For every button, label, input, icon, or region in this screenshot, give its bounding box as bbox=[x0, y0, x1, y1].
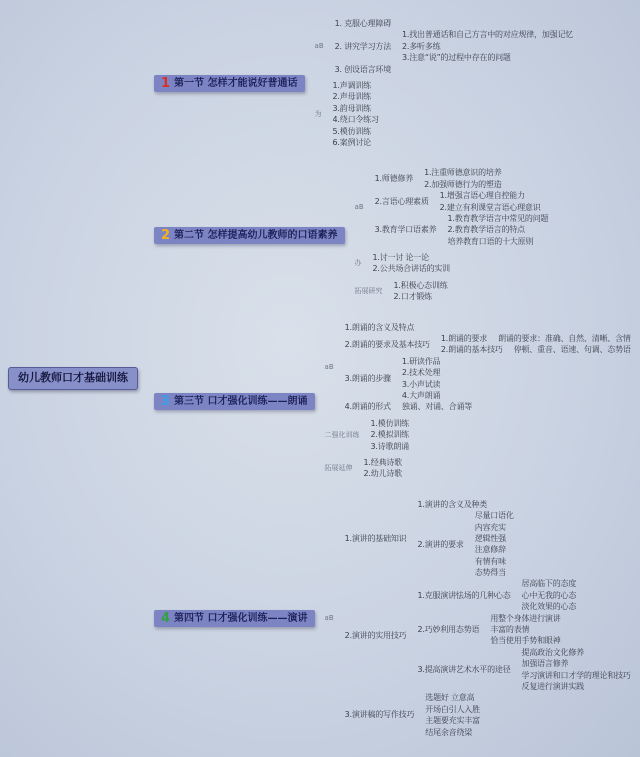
topic-node[interactable] bbox=[401, 402, 473, 412]
mindmap-branch bbox=[334, 30, 574, 63]
node-text: 1.演讲的基础知识 bbox=[344, 533, 407, 543]
topic-node[interactable] bbox=[416, 625, 480, 635]
mindmap-branch bbox=[332, 81, 380, 91]
mindmap-branch bbox=[401, 30, 574, 40]
node-text: 1.师德修养 bbox=[374, 174, 414, 184]
children-group bbox=[423, 168, 502, 190]
node-text: 1.注重师德意识的培养 bbox=[424, 168, 502, 178]
node-text: 1.研读作品 bbox=[401, 356, 441, 366]
children-group bbox=[314, 19, 575, 148]
topic-node[interactable] bbox=[474, 534, 507, 544]
topic-node[interactable] bbox=[332, 81, 372, 91]
mindmap-branch bbox=[344, 334, 632, 356]
children-group bbox=[334, 19, 574, 75]
node-text: aB bbox=[354, 203, 364, 212]
mindmap-branch bbox=[344, 402, 632, 412]
node-text: 6.案例讨论 bbox=[332, 137, 371, 147]
node-text: 1.克服演讲怯场的几种心态 bbox=[417, 590, 511, 600]
section-node[interactable] bbox=[154, 75, 305, 92]
topic-node[interactable] bbox=[334, 42, 392, 52]
topic-node[interactable] bbox=[344, 710, 416, 720]
node-text: 内容充实 bbox=[474, 522, 506, 532]
topic-node[interactable] bbox=[401, 391, 441, 401]
node-text: 提高政治文化修养 bbox=[521, 647, 584, 657]
node-text: 2. 讲究学习方法 bbox=[334, 41, 392, 51]
mindmap-branch bbox=[474, 568, 515, 578]
node-text: 1.讨一讨 论一论 bbox=[372, 253, 429, 263]
node-text: 朗诵的要求：准确、自然、清晰、含情 bbox=[498, 334, 631, 344]
mindmap-branch bbox=[474, 557, 515, 567]
topic-node[interactable] bbox=[401, 357, 441, 367]
topic-node[interactable] bbox=[521, 602, 578, 612]
node-text: aB bbox=[314, 42, 324, 51]
node-text: 选题好 立意高 bbox=[425, 693, 475, 703]
branch-label bbox=[324, 363, 335, 372]
topic-node[interactable] bbox=[424, 716, 481, 726]
topic-node[interactable] bbox=[521, 591, 578, 601]
node-text: 第二节 怎样提高幼儿教师的口语素养 bbox=[174, 230, 338, 241]
mindmap-branch bbox=[489, 614, 561, 624]
mindmap-branch bbox=[154, 323, 632, 480]
node-text: 3.韵母训练 bbox=[332, 103, 371, 113]
mindmap-branch bbox=[521, 579, 578, 589]
mindmap-branch bbox=[154, 168, 632, 302]
topic-node[interactable] bbox=[363, 458, 403, 468]
mindmap-branch bbox=[344, 357, 632, 402]
topic-node[interactable] bbox=[393, 292, 433, 302]
node-text: 2.言语心理素质 bbox=[374, 196, 429, 206]
mindmap-branch bbox=[439, 203, 542, 213]
mindmap-branch bbox=[521, 591, 578, 601]
node-text: 3.提高演讲艺术水平的途径 bbox=[417, 664, 511, 674]
node-text: 2.建立有利课堂言语心理意识 bbox=[439, 202, 541, 212]
mindmap-branch bbox=[513, 345, 632, 355]
node-text: 结尾余音绕梁 bbox=[425, 727, 473, 737]
mindmap-branch bbox=[401, 368, 441, 378]
mindmap-branch bbox=[374, 214, 550, 247]
node-text: 1.增强言语心理自控能力 bbox=[439, 191, 525, 201]
children-group bbox=[416, 500, 514, 579]
mindmap-branch bbox=[332, 138, 380, 148]
children-group bbox=[332, 81, 380, 148]
section-node[interactable] bbox=[154, 227, 345, 244]
mindmap-branch bbox=[416, 500, 514, 510]
branch-label bbox=[354, 287, 384, 296]
topic-node[interactable] bbox=[416, 500, 488, 510]
children-group bbox=[416, 579, 631, 692]
section-node[interactable] bbox=[154, 610, 315, 627]
section-number-badge: 4 bbox=[161, 611, 171, 627]
mindmap-branch bbox=[424, 716, 481, 726]
children-group bbox=[154, 19, 632, 738]
mindmap-branch bbox=[521, 682, 632, 692]
topic-node[interactable] bbox=[424, 728, 473, 738]
node-text: 逻辑性强 bbox=[474, 533, 506, 543]
children-group bbox=[474, 511, 515, 578]
children-group bbox=[521, 648, 632, 693]
node-text: 反复进行演讲实践 bbox=[521, 681, 584, 691]
topic-node[interactable] bbox=[521, 648, 585, 658]
mindmap-branch bbox=[521, 602, 578, 612]
mindmap-branch bbox=[354, 281, 550, 303]
node-text: 3.诗歌朗诵 bbox=[370, 441, 409, 451]
mindmap-branch bbox=[363, 469, 403, 479]
mindmap-branch bbox=[521, 659, 632, 669]
topic-node[interactable] bbox=[474, 557, 507, 567]
topic-node[interactable] bbox=[423, 180, 502, 190]
node-text: 淡化效果的心态 bbox=[521, 602, 577, 612]
topic-node[interactable] bbox=[521, 659, 570, 669]
mindmap-branch bbox=[332, 127, 380, 137]
node-text: 3.小声试读 bbox=[401, 379, 441, 389]
node-text: 1.找出普通话和自己方言中的对应规律，加强记忆 bbox=[402, 30, 574, 40]
topic-node[interactable] bbox=[474, 523, 507, 533]
section-number-badge: 2 bbox=[161, 228, 171, 243]
topic-node[interactable] bbox=[370, 430, 410, 440]
topic-node[interactable] bbox=[513, 345, 632, 355]
children-group bbox=[372, 253, 451, 275]
node-text: 恰当使用手势和眼神 bbox=[490, 636, 561, 646]
children-group bbox=[344, 500, 632, 738]
mindmap-branch bbox=[474, 545, 515, 555]
mindmap-branch bbox=[154, 19, 632, 148]
mindmap-branch bbox=[334, 65, 574, 75]
node-text: 2.公共场合讲话的实训 bbox=[372, 264, 450, 274]
children-group bbox=[370, 419, 410, 452]
mindmap-branch bbox=[370, 442, 410, 452]
node-text: 加强语言修养 bbox=[521, 659, 569, 669]
node-text: 办 bbox=[354, 259, 362, 268]
mindmap-branch bbox=[474, 523, 515, 533]
mindmap-branch bbox=[363, 458, 403, 468]
node-text: 3.朗诵的步骤 bbox=[344, 373, 391, 383]
children-group bbox=[324, 500, 632, 738]
mindmap-branch bbox=[324, 419, 632, 452]
topic-node[interactable] bbox=[401, 380, 441, 390]
mindmap-branch bbox=[314, 19, 575, 75]
node-text: 2.多听多练 bbox=[402, 41, 441, 51]
node-text: 丰富的表情 bbox=[490, 625, 530, 635]
mindmap-branch bbox=[416, 579, 631, 612]
mindmap-branch bbox=[374, 191, 550, 213]
mindmap-branch bbox=[372, 264, 451, 274]
node-text: 2.技术处理 bbox=[401, 368, 441, 378]
mindmap-branch bbox=[354, 253, 550, 275]
mindmap-branch bbox=[497, 334, 632, 344]
topic-node[interactable] bbox=[446, 225, 525, 235]
node-text: 3. 创设语言环境 bbox=[334, 64, 392, 74]
mindmap-branch bbox=[424, 693, 481, 703]
node-text: 2.演讲的要求 bbox=[417, 539, 464, 549]
topic-node[interactable] bbox=[344, 402, 392, 412]
children-group bbox=[497, 334, 632, 344]
topic-node[interactable] bbox=[370, 419, 410, 429]
mindmap-branch bbox=[474, 534, 515, 544]
node-text: 注意修辞 bbox=[474, 545, 506, 555]
topic-node[interactable] bbox=[374, 225, 438, 235]
topic-node[interactable] bbox=[334, 65, 392, 75]
mindmap-branch bbox=[440, 334, 632, 344]
topic-node[interactable] bbox=[439, 191, 526, 201]
topic-node[interactable] bbox=[344, 374, 392, 384]
node-text: 尽量口语化 bbox=[474, 511, 514, 521]
children-group bbox=[324, 323, 632, 480]
node-text: 5.模仿训练 bbox=[332, 126, 371, 136]
mindmap-branch bbox=[401, 402, 473, 412]
children-group bbox=[393, 281, 449, 303]
node-text: 2.口才锻炼 bbox=[393, 292, 432, 302]
branch-label bbox=[354, 203, 365, 212]
topic-node[interactable] bbox=[374, 197, 430, 207]
children-group bbox=[521, 579, 578, 612]
topic-node[interactable] bbox=[374, 174, 414, 184]
mindmap-branch bbox=[332, 104, 380, 114]
mindmap-branch bbox=[446, 214, 549, 224]
topic-node[interactable] bbox=[344, 534, 408, 544]
mindmap-branch bbox=[324, 323, 632, 413]
children-group bbox=[401, 357, 441, 402]
node-text: 居高临下的态度 bbox=[521, 579, 577, 589]
node-text: 幼儿教师口才基础训练 bbox=[18, 371, 128, 385]
node-text: 1.朗诵的要求 bbox=[440, 334, 488, 344]
children-group bbox=[363, 458, 403, 480]
mindmap-branch bbox=[334, 19, 574, 29]
topic-node[interactable] bbox=[344, 323, 416, 333]
node-text: 态势得当 bbox=[474, 568, 506, 578]
topic-node[interactable] bbox=[334, 19, 392, 29]
node-text: 心中无我的心态 bbox=[521, 590, 577, 600]
node-text: 4.朗诵的形式 bbox=[344, 402, 391, 412]
node-text: 1. 克服心理障碍 bbox=[334, 19, 392, 29]
section-node[interactable] bbox=[154, 393, 315, 410]
topic-node[interactable] bbox=[489, 614, 561, 624]
topic-node[interactable] bbox=[344, 631, 408, 641]
children-group bbox=[513, 345, 632, 355]
mindmap-branch bbox=[401, 391, 441, 401]
node-text: 2.声母训练 bbox=[332, 92, 371, 102]
mindmap-branch bbox=[401, 53, 574, 63]
topic-node[interactable] bbox=[416, 665, 511, 675]
mindmap-branch bbox=[439, 191, 542, 201]
node-text: 4.绕口令练习 bbox=[332, 115, 379, 125]
mindmap-branch bbox=[416, 511, 514, 578]
topic-node[interactable] bbox=[332, 115, 380, 125]
topic-node[interactable] bbox=[401, 368, 441, 378]
topic-node[interactable] bbox=[370, 442, 410, 452]
node-text: 1.演讲的含义及种类 bbox=[417, 499, 488, 509]
children-group bbox=[354, 168, 550, 302]
topic-node[interactable] bbox=[393, 281, 449, 291]
mindmap-branch bbox=[332, 92, 380, 102]
mindmap-branch bbox=[324, 458, 632, 480]
mindmap-branch bbox=[489, 625, 561, 635]
topic-node[interactable] bbox=[401, 42, 441, 52]
mindmap-branch bbox=[521, 648, 632, 658]
node-text: 2.幼儿诗歌 bbox=[363, 469, 402, 479]
topic-node[interactable] bbox=[474, 568, 507, 578]
branch-label bbox=[354, 259, 363, 268]
node-text: 2.朗诵的要求及基本技巧 bbox=[344, 339, 430, 349]
children-group bbox=[446, 214, 549, 247]
branch-label bbox=[314, 42, 325, 51]
mindmap-branch bbox=[344, 693, 632, 738]
topic-node[interactable] bbox=[474, 511, 515, 521]
topic-node[interactable] bbox=[489, 625, 530, 635]
topic-node[interactable] bbox=[332, 127, 372, 137]
mindmap-branch bbox=[370, 419, 410, 429]
topic-node[interactable] bbox=[440, 345, 504, 355]
node-text: 3.演讲稿的写作技巧 bbox=[344, 710, 415, 720]
node-text: 拓展延伸 bbox=[324, 464, 353, 473]
children-group bbox=[439, 191, 542, 213]
mindmap-branch bbox=[344, 579, 632, 692]
node-text: 第三节 口才强化训练——朗诵 bbox=[174, 395, 308, 407]
branch-label bbox=[314, 110, 323, 119]
node-text: 2.朗诵的基本技巧 bbox=[440, 345, 503, 355]
mindmap-branch bbox=[446, 237, 549, 247]
topic-node[interactable] bbox=[332, 138, 372, 148]
section-number-badge: 3 bbox=[161, 393, 171, 409]
mindmap-branch bbox=[446, 225, 549, 235]
topic-node[interactable] bbox=[416, 540, 464, 550]
topic-node[interactable] bbox=[416, 591, 511, 601]
topic-node[interactable] bbox=[446, 214, 549, 224]
node-text: aB bbox=[324, 614, 334, 623]
node-text: 停顿、重音、语速、句调、态势语 bbox=[513, 345, 631, 355]
mindmap-branch bbox=[521, 671, 632, 681]
mindmap-branch bbox=[154, 500, 632, 738]
mindmap-branch bbox=[8, 19, 632, 738]
mindmap-branch bbox=[424, 705, 481, 715]
node-text: 学习演讲和口才学的理论和技巧 bbox=[521, 670, 631, 680]
node-text: 开场白引人入胜 bbox=[425, 704, 480, 714]
mindmap-branch bbox=[416, 648, 631, 693]
mindmap-branch bbox=[374, 168, 550, 190]
children-group bbox=[374, 168, 550, 247]
topic-node[interactable] bbox=[521, 579, 578, 589]
branch-label bbox=[324, 431, 361, 440]
node-text: 有情有味 bbox=[474, 556, 506, 566]
topic-node[interactable] bbox=[521, 682, 585, 692]
mindmap-branch bbox=[393, 292, 449, 302]
mindmap-branch bbox=[424, 728, 481, 738]
node-text: 第一节 怎样才能说好普通话 bbox=[174, 78, 298, 90]
topic-node[interactable] bbox=[474, 545, 507, 555]
mindmap-branch bbox=[440, 345, 632, 355]
node-text: 2.演讲的实用技巧 bbox=[344, 630, 407, 640]
topic-node[interactable] bbox=[497, 334, 632, 344]
node-text: 2.加强师德行为的塑造 bbox=[424, 179, 502, 189]
topic-node[interactable] bbox=[439, 203, 542, 213]
section-number-badge: 1 bbox=[161, 76, 171, 92]
node-text: 拓展研究 bbox=[354, 287, 383, 296]
topic-node[interactable] bbox=[423, 168, 502, 178]
children-group bbox=[424, 693, 481, 738]
node-text: 1.经典诗歌 bbox=[363, 457, 402, 467]
node-text: 用整个身体进行演讲 bbox=[490, 613, 561, 623]
children-group bbox=[489, 614, 561, 647]
node-text: 第四节 口才强化训练——演讲 bbox=[174, 613, 308, 625]
topic-node[interactable] bbox=[521, 671, 632, 681]
node-text: 3.注意“说”的过程中存在的问题 bbox=[402, 53, 511, 63]
node-text: 4.大声朗诵 bbox=[401, 391, 441, 400]
mindmap-branch bbox=[474, 511, 515, 521]
node-text: 2.巧妙利用态势语 bbox=[417, 625, 480, 635]
node-text: 2.模拟训练 bbox=[370, 430, 409, 440]
branch-label bbox=[324, 614, 335, 623]
mindmap-branch bbox=[344, 323, 632, 333]
branch-label bbox=[324, 464, 354, 473]
topic-node[interactable] bbox=[344, 340, 431, 350]
mindmap-branch bbox=[372, 253, 451, 263]
node-text: 2.教育教学语言的特点 bbox=[447, 225, 525, 235]
mindmap-branch bbox=[314, 81, 575, 148]
node-text: 1.朗诵的含义及特点 bbox=[344, 322, 415, 332]
mindmap-branch bbox=[370, 430, 410, 440]
node-text: aB bbox=[324, 363, 334, 372]
mindmap-branch bbox=[354, 168, 550, 247]
topic-node[interactable] bbox=[372, 253, 430, 263]
node-text: 1.积极心态训练 bbox=[393, 280, 448, 290]
mindmap-branch bbox=[324, 500, 632, 738]
topic-node[interactable] bbox=[332, 104, 372, 114]
node-text: 1.教育教学语言中常见的问题 bbox=[447, 213, 549, 223]
node-text: 1.声调训练 bbox=[332, 81, 371, 91]
topic-node[interactable] bbox=[401, 30, 574, 40]
children-group bbox=[401, 30, 574, 63]
children-group bbox=[401, 402, 473, 412]
node-text: 主题要充实丰富 bbox=[425, 716, 480, 726]
topic-node[interactable] bbox=[440, 334, 488, 344]
mindmap-branch bbox=[423, 180, 502, 190]
mindmap-branch bbox=[332, 115, 380, 125]
topic-node[interactable] bbox=[363, 469, 403, 479]
mindmap-branch bbox=[423, 168, 502, 178]
topic-node[interactable] bbox=[401, 53, 512, 63]
topic-node[interactable] bbox=[489, 636, 561, 646]
mindmap-branch bbox=[344, 500, 632, 579]
children-group bbox=[344, 323, 632, 413]
mindmap-branch bbox=[401, 380, 441, 390]
mindmap-branch bbox=[401, 357, 441, 367]
node-text: 培养教育口语的十大原则 bbox=[447, 236, 534, 246]
mindmap-branch bbox=[416, 614, 631, 647]
topic-node[interactable] bbox=[332, 92, 372, 102]
node-text: 独诵、对诵、合诵等 bbox=[401, 402, 473, 412]
mindmap-branch bbox=[393, 281, 449, 291]
node-text: 二强化训练 bbox=[324, 430, 360, 439]
node-text: 1.模仿训练 bbox=[370, 418, 409, 428]
topic-node[interactable] bbox=[424, 693, 475, 703]
topic-node[interactable] bbox=[424, 705, 481, 715]
node-text: 为 bbox=[314, 110, 322, 119]
topic-node[interactable] bbox=[372, 264, 451, 274]
mindmap-root-node[interactable] bbox=[8, 367, 138, 389]
mindmap-branch bbox=[401, 42, 574, 52]
mindmap-branch bbox=[489, 636, 561, 646]
topic-node[interactable] bbox=[446, 237, 534, 247]
node-text: 3.教育学口语素养 bbox=[374, 225, 437, 235]
children-group bbox=[440, 334, 632, 356]
